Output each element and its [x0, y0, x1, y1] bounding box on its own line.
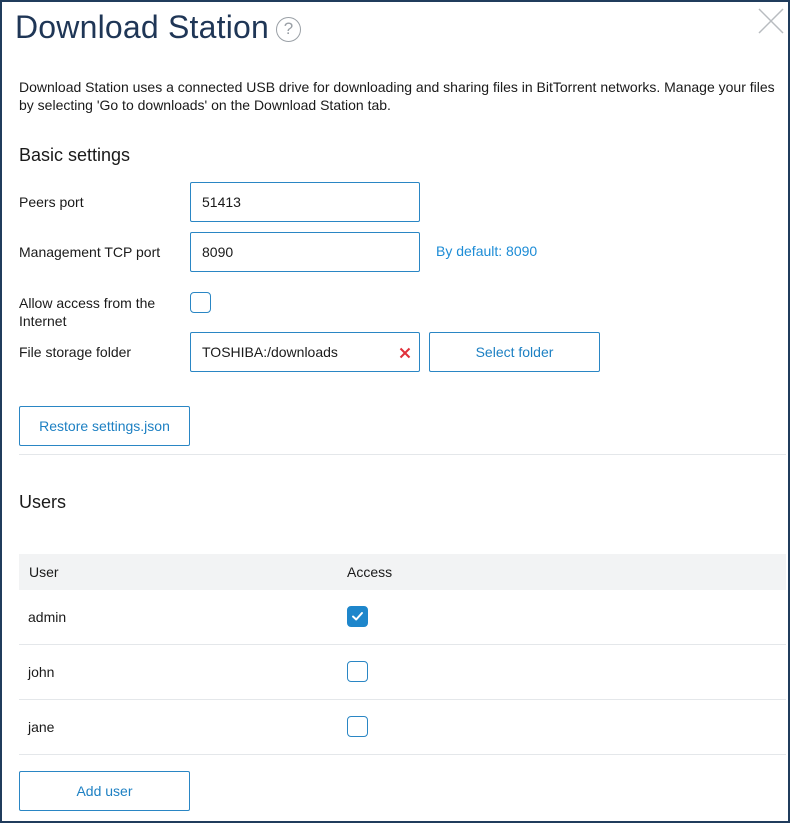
basic-settings-title: Basic settings: [19, 145, 131, 165]
access-checkbox[interactable]: [347, 661, 368, 682]
table-row: [19, 700, 786, 755]
help-icon[interactable]: ?: [276, 17, 301, 42]
section-divider: [19, 454, 786, 455]
peers-port-input[interactable]: 51413: [190, 182, 420, 222]
storage-folder-label: File storage folder: [19, 344, 132, 360]
management-port-input[interactable]: 8090: [190, 232, 420, 272]
access-checkbox[interactable]: [347, 716, 368, 737]
peers-port-label: Peers port: [19, 194, 84, 210]
check-icon: [350, 609, 365, 624]
column-access: Access: [347, 564, 393, 580]
add-user-button[interactable]: Add user: [19, 771, 190, 811]
description-text: Download Station uses a connected USB drive for downloading and sharing files in BitTorrent networks. Manage your files by selecting 'Go to downloads' on the Download Station tab.: [19, 79, 775, 113]
users-title: Users: [19, 492, 67, 512]
user-name: john: [28, 664, 55, 680]
user-name: admin: [28, 609, 67, 625]
internet-access-label: Allow access from the Internet: [19, 295, 156, 329]
table-row: [19, 590, 786, 645]
restore-settings-button[interactable]: Restore settings.json: [19, 406, 190, 446]
internet-access-checkbox[interactable]: [190, 292, 211, 313]
table-row: [19, 645, 786, 700]
management-port-default-hint: By default: 8090: [436, 243, 538, 259]
select-folder-button[interactable]: Select folder: [429, 332, 600, 372]
user-name: jane: [28, 719, 55, 735]
access-checkbox[interactable]: [347, 606, 368, 627]
users-table-header: [19, 554, 786, 590]
column-user: User: [29, 564, 59, 580]
storage-folder-input[interactable]: TOSHIBA:/downloads: [190, 332, 420, 372]
management-port-label: Management TCP port: [19, 244, 161, 260]
page-title: Download Station: [15, 9, 270, 45]
close-icon[interactable]: [757, 7, 785, 35]
clear-icon[interactable]: [399, 347, 411, 359]
